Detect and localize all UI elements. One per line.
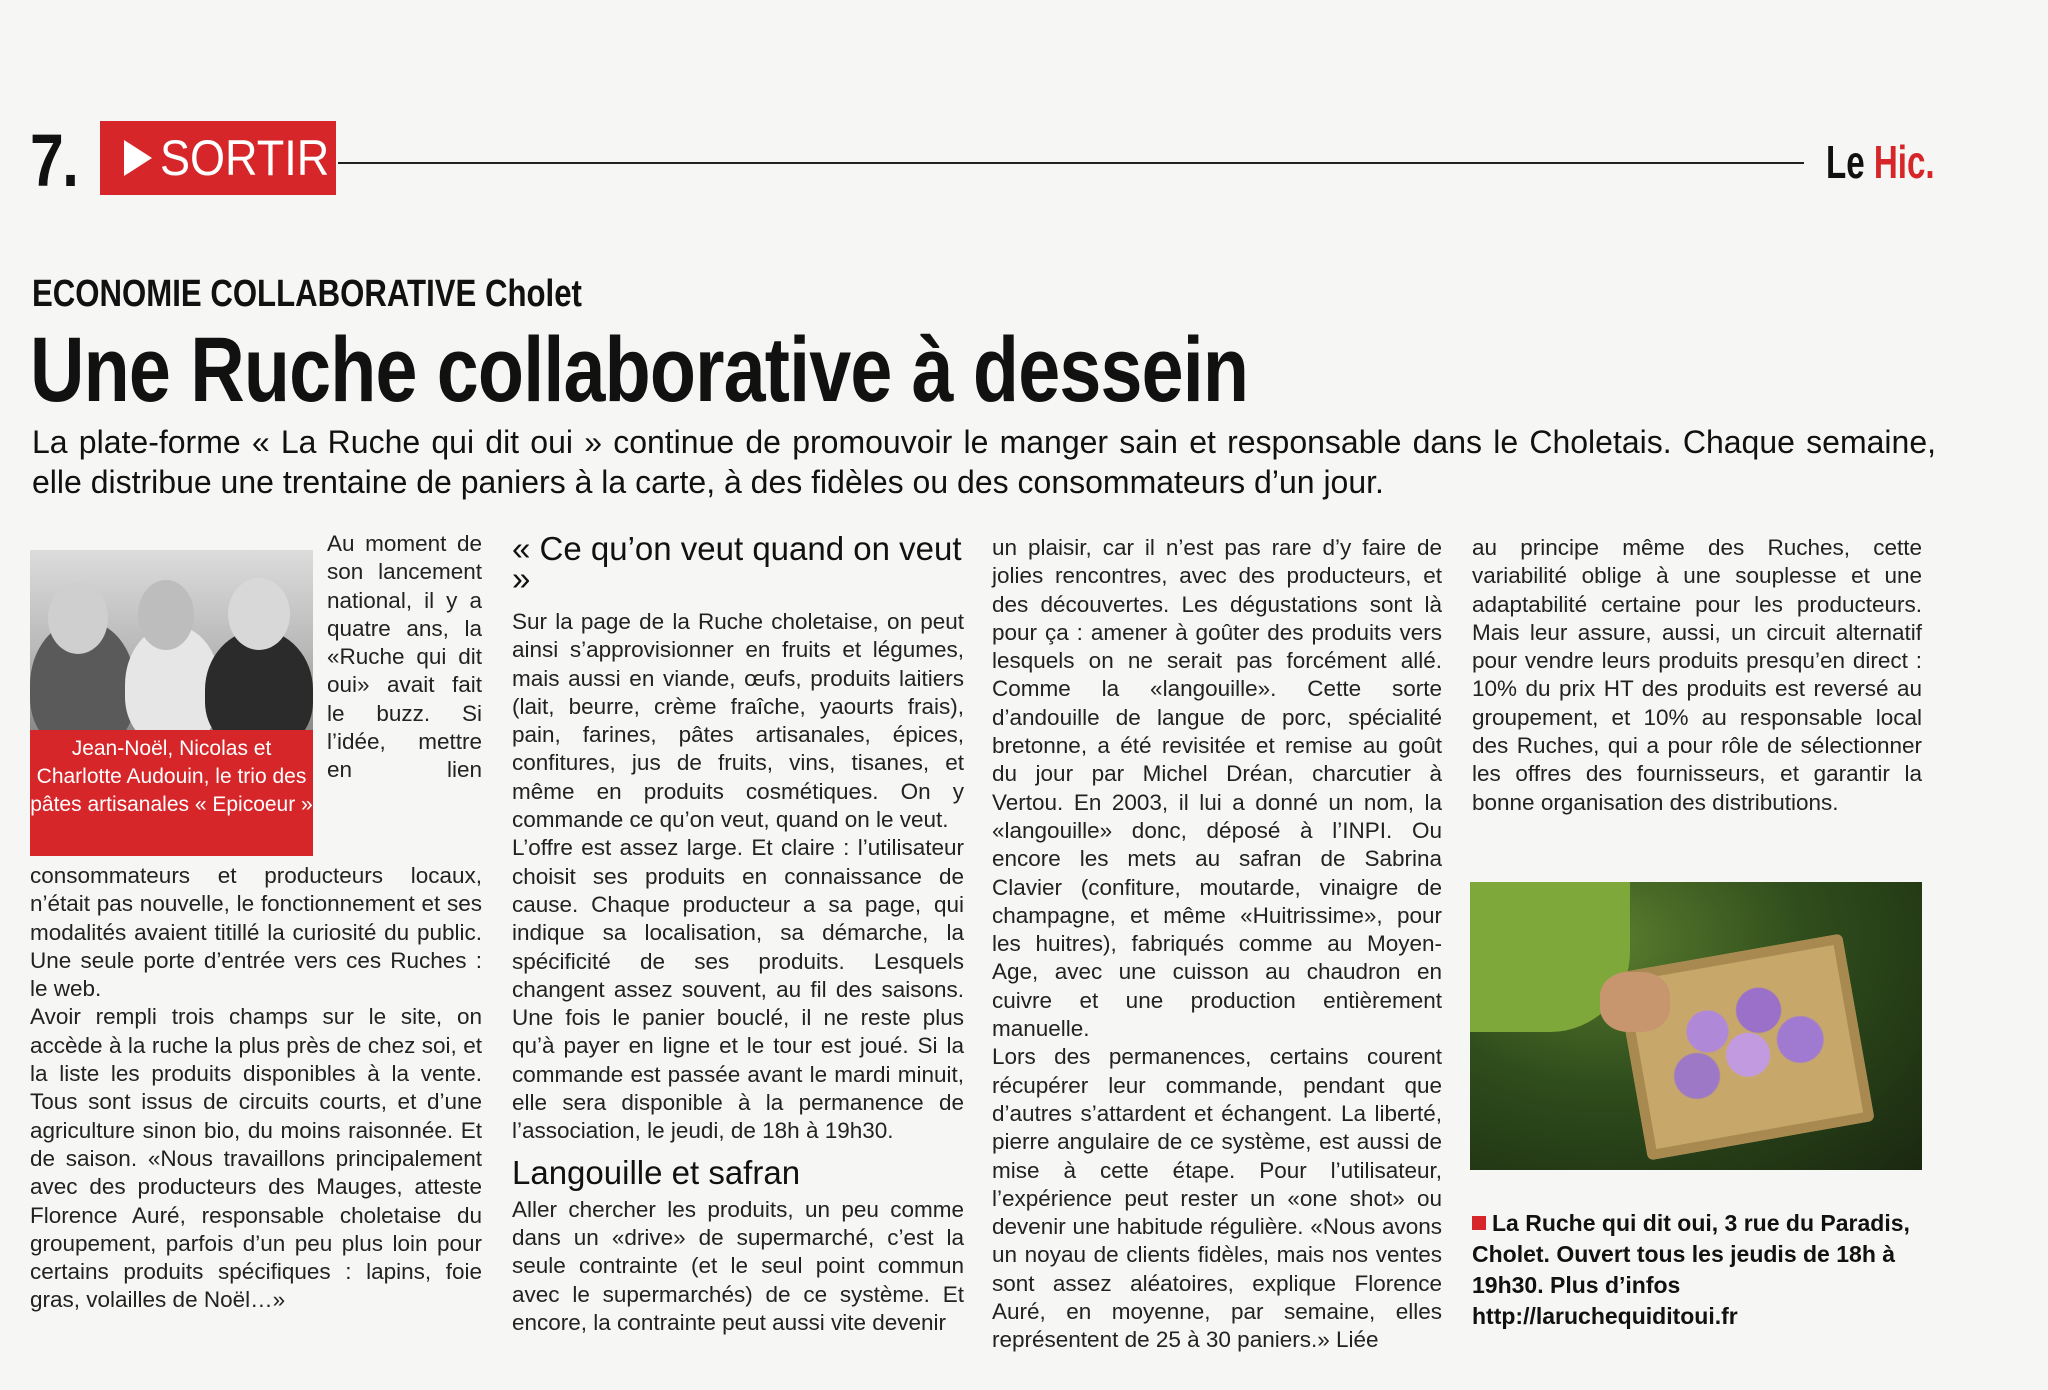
article-column-1 <box>30 530 482 1315</box>
brand-logo <box>1826 135 1935 189</box>
section-tab <box>100 121 336 195</box>
info-text: La Ruche qui dit oui, 3 rue du Paradis, Cholet. Ouvert tous les jeudis de 18h à 19h30. Plus d’infos http://laruchequiditoui.fr <box>1472 1210 1910 1329</box>
col2-paragraph-2: L’offre est assez large. Et claire : l’utilisateur choisit ses produits en connaissance de cause. Chaque producteur a sa page, qui indique sa localisation, sa démarche, la spécificité de ses produits. Lesquels changent assez souvent, au fil des saisons. Une fois le panier bouclé, il ne reste plus qu’à payer en ligne et le tour est joué. Si la commande est passée avant le mardi minuit, elle sera disponible à la permanence de l’association, le jeudi, de 18h à 19h30. <box>512 835 964 1144</box>
header-rule <box>338 162 1804 164</box>
col4-paragraph-1: au principe même des Ruches, cette variabilité oblige à une souplesse et une adaptabilité certaine pour les producteurs. Mais leur assure, aussi, un circuit alternatif pour vendre leurs produits presqu’en direct : 10% du prix HT des produits est reversé au groupement, et 10% au responsable local des Ruches, qui a pour rôle de sélectionner les offres des fournisseurs, et garantir la bonne organisation des distributions. <box>1472 535 1922 815</box>
article-column-4 <box>1472 534 1922 817</box>
info-box <box>1472 1208 1924 1332</box>
page-number: 7. <box>30 119 78 202</box>
col2-paragraph-1: Sur la page de la Ruche choletaise, on peut ainsi s’approvisionner en fruits et légumes, mais aussi en viande, œufs, produits laitiers (lait, beurre, crème fraîche, yaourts frais), pain, farines, pâtes artisanales, épices, confitures, jus de fruits, vins, tisanes, et même en produits cosmétiques. On y commande ce qu’on veut, quand on le veut. <box>512 609 964 833</box>
col1-paragraph-1: Au moment de son lancement national, il y a quatre ans, la «Ruche qui dit oui» avait fait le buzz. Si l’idée, mettre en lien consommateurs et producteurs locaux, n’était pas nouvelle, le fonctionnement et ses modalités avaient titillé la curiosité du public. Une seule porte d’entrée vers ces Ruches : le web. <box>30 531 482 1002</box>
col3-paragraph-2: Lors des permanences, certains courent récupérer leur commande, pendant que d’autres s’attardent et échangent. La liberté, pierre angulaire de ce système, est aussi de mise à cette étape. Pour l’utilisateur, l’expérience peut rester un «one shot» ou devenir une habitude régulière. «Nous avons un noyau de clients fidèles, mais nos ventes sont assez aléatoires, explique Florence Auré, en moyenne, par semaine, elles représentent de 25 à 30 paniers.» Liée <box>992 1044 1442 1353</box>
col1-paragraph-2: Avoir rempli trois champs sur le site, on accède à la ruche la plus près de chez soi, et la liste les produits disponibles à la vente. Tous sont issus de circuits courts, et d’une agriculture sinon bio, du moins raisonnée. Et de saison. «Nous travaillons principalement avec des producteurs des Mauges, atteste Florence Auré, responsable choletaise du groupement, parfois d’un peu plus loin pour certains produits spécifiques : lapins, foie gras, volailles de Noël…» <box>30 1004 482 1313</box>
col3-paragraph-1: un plaisir, car il n’est pas rare d’y faire de jolies rencontres, avec des producteurs, et des découvertes. Les dégustations sont là pour ça : amener à goûter des produits vers lesquels on ne serait pas forcément allé. Comme la «langouille». Cette sorte d’andouille de langue de porc, spécialité bretonne, a été revisitée et remise au goût du jour par Michel Dréan, charcutier à Vertou. En 2003, il lui a donné un nom, la «langouille» donc, déposé à l’INPI. Ou encore les mets au safran de Sabrina Clavier (confiture, moutarde, vinaigre de champagne, et même «Huitrissime», pour les huitres), fabriqués comme au Moyen-Age, avec une cuisson au chaudron en cuivre et une production entièrement manuelle. <box>992 535 1442 1042</box>
subheading-2: Langouille et safran <box>512 1153 801 1191</box>
photo-caption: Jean-Noël, Nicolas et Charlotte Audouin, le trio des pâtes artisanales « Epicoeur » <box>30 730 313 856</box>
section-label: SORTIR <box>160 130 330 186</box>
red-square-icon <box>1472 1216 1486 1230</box>
play-arrow-icon <box>124 140 152 176</box>
kicker: ECONOMIE COLLABORATIVE Cholet <box>32 273 582 315</box>
headline: Une Ruche collaborative à dessein <box>30 319 1249 421</box>
brand-hic: Hic. <box>1873 136 1935 188</box>
brand-le: Le <box>1826 136 1874 188</box>
article-column-3 <box>992 534 1442 1355</box>
article-column-2 <box>512 530 964 1337</box>
subheading-1: « Ce qu’on veut quand on veut » <box>512 530 962 597</box>
lede: La plate-forme « La Ruche qui dit oui » continue de promouvoir le manger sain et responsable dans le Choletais. Chaque semaine, elle distribue une trentaine de paniers à la carte, à des fidèles ou des consommateurs d’un jour. <box>32 424 1936 500</box>
portrait-photo <box>30 550 313 730</box>
saffron-harvest-photo <box>1470 882 1922 1170</box>
col2-paragraph-3: Aller chercher les produits, un peu comme dans un «drive» de supermarché, c’est la seule contrainte (et le seul point commun avec le supermarchés) de ce système. Et encore, la contrainte peut aussi vite devenir <box>512 1196 964 1335</box>
portrait-photo-block <box>30 550 313 858</box>
